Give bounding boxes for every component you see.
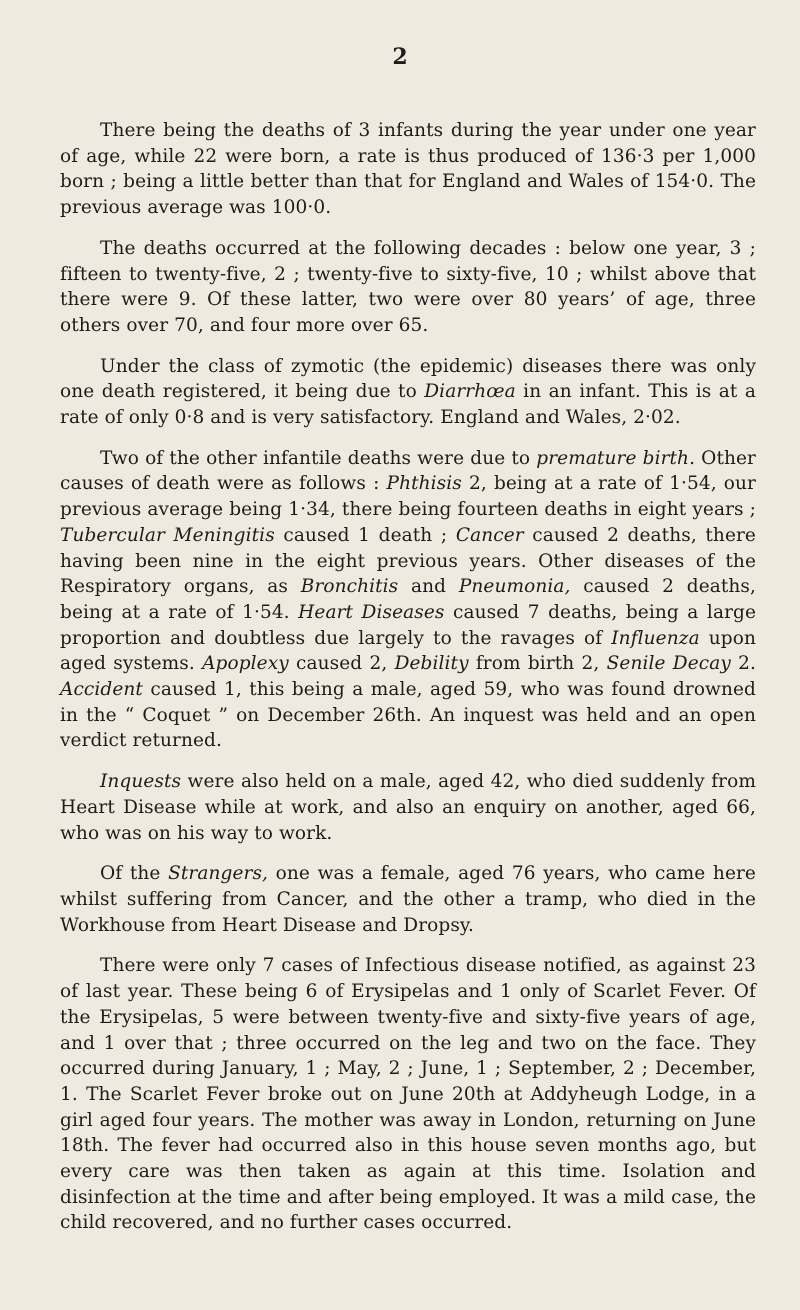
- text-run: Two of the other infantile deaths were due to: [100, 447, 537, 469]
- term-inquests: Inquests: [100, 771, 182, 793]
- text-run: caused 1, this being a male, aged 59, who was found drowned in the “ Coquet ” on December 26th. An inquest was held and an open verdict returned.: [60, 679, 756, 752]
- term-bronchitis: Bronchitis: [300, 576, 399, 598]
- term-debility: Debility: [394, 653, 469, 675]
- text-run: 2.: [730, 653, 757, 675]
- term-pneumonia: Pneumonia,: [458, 576, 571, 598]
- term-phthisis: Phthisis: [386, 473, 462, 495]
- term-diarrhoea: Diarrhœa: [424, 381, 516, 403]
- text-run: in an infant. This is at a rate of only 0·8 and is very satisfactory. England and Wales, 2·02.: [60, 381, 756, 429]
- page-number: 2: [392, 44, 408, 70]
- paragraph-infant-mortality: There being the deaths of 3 infants during the year under one year of age, while 22 were born, a rate is thus produced of 136·3 per 1,000 born ; being a little better than that for England and Wales of 154·0. The previous average was 100·0.: [60, 120, 756, 219]
- paragraph-strangers: [60, 861, 756, 938]
- body-text: [60, 118, 756, 1251]
- text-run: upon aged systems.: [60, 627, 757, 675]
- text-run: and: [398, 576, 459, 598]
- text-run: were also held on a male, aged 42, who died suddenly from Heart Disease while at work, and also an enquiry on another, aged 66, who was on his way to work.: [60, 771, 756, 844]
- text-run: 2, being at a rate of 1·54, our previous average being 1·34, there being fourteen deaths in eight years ;: [60, 473, 756, 521]
- text-run: Under the class of zymotic (the epidemic) diseases there was only one death registered, it being due to: [60, 355, 756, 403]
- text-run: Of the: [100, 863, 169, 885]
- term-tubercular-meningitis: Tubercular Meningitis: [60, 524, 275, 546]
- term-senile-decay: Senile Decay: [606, 653, 731, 675]
- paragraph-causes-of-death: [60, 446, 756, 754]
- term-heart-diseases: Heart Diseases: [298, 601, 445, 623]
- text-run: caused 7 deaths, being a large proportion and doubtless due largely to the ravages of: [60, 601, 757, 649]
- term-apoplexy: Apoplexy: [202, 653, 289, 675]
- term-influenza: Influenza: [611, 627, 700, 649]
- term-accident: Accident: [60, 679, 143, 701]
- text-run: caused 2 deaths, being at a rate of 1·54.: [60, 576, 757, 623]
- term-strangers: Strangers,: [168, 863, 269, 885]
- text-run: caused 1 death ;: [274, 524, 456, 546]
- paragraph-infectious-disease: There were only 7 cases of Infectious disease notified, as against 23 of last year. These being 6 of Erysipelas and 1 only of Scarlet Fever. Of the Erysipelas, 5 were between twenty-five and sixty-five years of age, and 1 over that ; three occurred on the leg and two on the face. They occurred during January, 1 ; May, 2 ; June, 1 ; September, 2 ; December, 1. The Scarlet Fever broke out on June 20th at Addyheugh Lodge, in a girl aged four years. The mother was away in London, returning on June 18th. The fever had occurred also in this house seven months ago, but every care was then taken as again at this time. Isolation and disinfection at the time and after being employed. It was a mild case, the child recovered, and no further cases occurred.: [60, 955, 756, 1234]
- text-run: caused 2 deaths, there having been nine in the eight previous years. Other diseases of the Respiratory organs, as: [60, 524, 756, 598]
- text-run: one was a female, aged 76 years, who came here whilst suffering from Cancer, and the other a tramp, who died in the Workhouse from Heart Disease and Dropsy.: [60, 863, 756, 936]
- term-premature-birth: premature birth.: [536, 447, 696, 469]
- term-cancer: Cancer: [455, 524, 524, 546]
- paragraph-inquests: [60, 769, 756, 846]
- text-run: caused 2,: [288, 653, 395, 675]
- text-run: from birth 2,: [468, 653, 607, 675]
- text-run: Other causes of death were as follows :: [60, 447, 756, 495]
- paragraph-deaths-by-decade: The deaths occurred at the following decades : below one year, 3 ; fifteen to twenty-five, 2 ; twenty-five to sixty-five, 10 ; whilst above that there were 9. Of these latter, two were over 80 years’ of age, three others over 70, and four more over 65.: [60, 237, 756, 336]
- paragraph-zymotic-diseases: [60, 354, 756, 431]
